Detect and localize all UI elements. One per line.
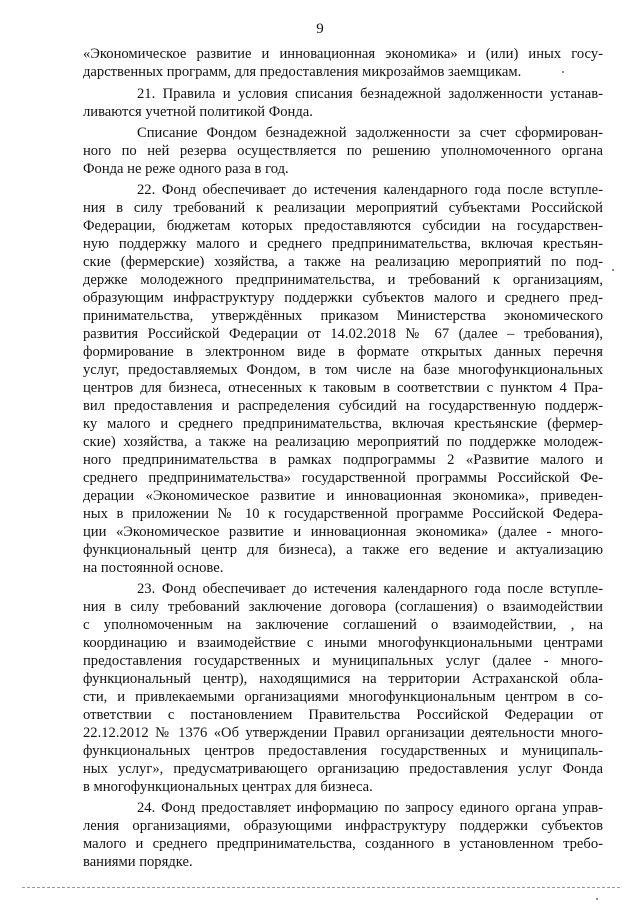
text-line: «Экономическое развитие и инновационная экономика» и (или) иных госу- xyxy=(83,46,603,62)
text-line: держке молодежного предпринимательства, и требований к организациям, xyxy=(83,272,603,288)
text-line: дерации «Экономическое развитие и инновационная экономика», приведен- xyxy=(83,488,603,504)
text-line: принимательства, утверждённых приказом Министерства экономического xyxy=(83,308,603,324)
text-line: образующим инфраструктуру поддержки субъектов малого и среднего пред- xyxy=(83,290,603,306)
text-line: в многофункциональных центрах для бизнеса. xyxy=(83,779,373,795)
text-line: Списание Фондом безнадежной задолженности за счет сформирован- xyxy=(137,125,603,141)
text-line: сти, и привлекаемыми организациями многофункциональным центром в со- xyxy=(83,689,603,705)
text-line: ответствии с постановлением Правительства Российской Федерации от xyxy=(83,707,603,723)
footer-rule xyxy=(22,887,620,888)
text-line: ных в приложении № 10 к государственной программе Российской Федера- xyxy=(83,506,603,522)
text-line: формирование в электронном виде в формате открытых данных перечня xyxy=(83,344,603,360)
text-line: ных услуг», предусматривающего организацию предоставления услуг Фонда xyxy=(83,761,603,777)
text-line: ские (фермерские) хозяйства, а также на реализацию мероприятий по под- xyxy=(83,254,603,270)
text-line: предоставления государственных и муниципальных услуг (далее - много- xyxy=(83,653,603,669)
text-line: 22.12.2012 № 1376 «Об утверждении Правил организации деятельности много- xyxy=(83,725,603,741)
text-line: функциональный центр), находящимися на территории Астраханской обла- xyxy=(83,671,603,687)
text-line: функциональных центров предоставления государственных и муниципаль- xyxy=(83,743,603,759)
text-line: 21. Правила и условия списания безнадежной задолженности устанав- xyxy=(137,86,603,102)
text-line: услуг, предоставляемых Фондом, в том числе на базе многофункциональных xyxy=(83,362,603,378)
text-line: развития Российской Федерации от 14.02.2018 № 67 (далее – требования), xyxy=(83,326,603,342)
text-line: координацию и взаимодействие с иными многофункциональными центрами xyxy=(83,635,603,651)
scan-speck xyxy=(612,269,614,271)
text-line: с уполномоченным на заключение соглашений о взаимодействии, , на xyxy=(83,617,603,633)
text-line: ские) хозяйства, а также на реализацию мероприятий по поддержке молодеж- xyxy=(83,434,603,450)
text-line: на постоянной основе. xyxy=(83,560,224,576)
text-line: 22. Фонд обеспечивает до истечения календарного года после вступле- xyxy=(137,182,603,198)
text-line: вил предоставления и распределения субсидий на государственную поддерж- xyxy=(83,398,603,414)
scan-speck xyxy=(562,71,564,73)
text-line: малого и среднего предпринимательства, созданного в установленном требо- xyxy=(83,836,603,852)
text-line: дарственных программ, для предоставления микрозаймов заемщикам. xyxy=(83,64,522,80)
text-line: Фонда не реже одного раза в год. xyxy=(83,161,289,177)
text-line: ваниями порядке. xyxy=(83,854,193,870)
page-number: 9 xyxy=(316,21,324,37)
text-line: ции «Экономическое развитие и инновационная экономика» (далее - много- xyxy=(83,524,603,540)
scan-speck xyxy=(596,898,598,900)
text-line: ного по ней резерва осуществляется по решению уполномоченного органа xyxy=(83,143,603,159)
text-line: ния в силу требований к реализации мероприятий субъектами Российской xyxy=(83,200,603,216)
text-line: функциональный центр для бизнеса), а также его ведение и актуализацию xyxy=(83,542,603,558)
text-line: Федерации, бюджетам которых предоставляются субсидии на государствен- xyxy=(83,218,603,234)
text-line: ливаются учетной политикой Фонда. xyxy=(83,104,313,120)
text-line: ного предпринимательства в рамках подпрограммы 2 «Развитие малого и xyxy=(83,452,603,468)
text-line: центров для бизнеса, отнесенных к таковым в соответствии с пунктом 4 Пра- xyxy=(83,380,603,396)
text-line: ную поддержку малого и среднего предпринимательства, включая крестьян- xyxy=(83,236,603,252)
text-line: ния в силу требований заключение договора (соглашения) о взаимодействии xyxy=(83,599,603,615)
text-line: 23. Фонд обеспечивает до истечения календарного года после вступле- xyxy=(137,581,603,597)
text-line: 24. Фонд предоставляет информацию по запросу единого органа управ- xyxy=(137,800,603,816)
text-line: ку малого и среднего предпринимательства, включая крестьянские (фермер- xyxy=(83,416,603,432)
text-line: ления организациями, образующими инфраструктуру поддержки субъектов xyxy=(83,818,603,834)
text-line: среднего предпринимательства» государственной программы Российской Фе- xyxy=(83,470,603,486)
